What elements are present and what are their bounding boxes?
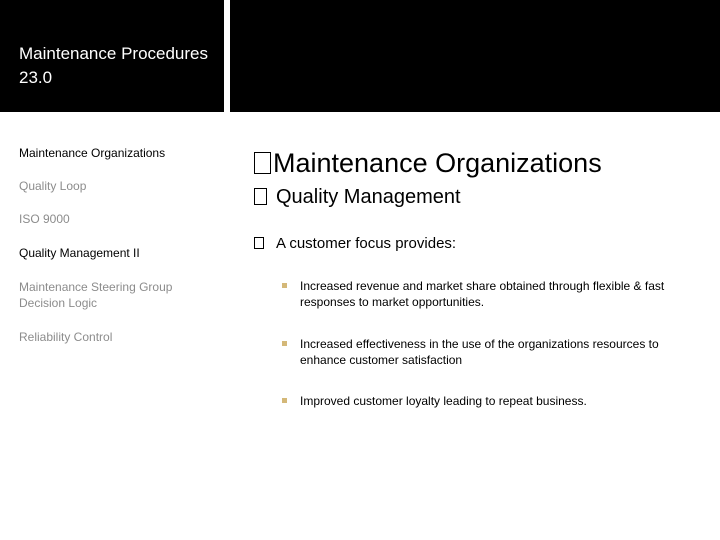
square-bullet-icon	[282, 341, 287, 346]
bullet-text: Increased effectiveness in the use of the organizations resources to enhance customer satisfaction	[300, 337, 659, 367]
square-bullet-icon	[282, 398, 287, 403]
sidebar-item-maintenance-steering-group[interactable]: Maintenance Steering Group Decision Logic	[19, 280, 173, 310]
slide-level2	[254, 234, 456, 254]
bullet-text: Improved customer loyalty leading to repeat business.	[300, 394, 587, 408]
sidebar-item-quality-loop[interactable]: Quality Loop	[19, 179, 87, 193]
sidebar-item-quality-management-ii[interactable]: Quality Management II	[19, 246, 140, 260]
deck-title: Maintenance Procedures 23.0	[19, 44, 209, 87]
slide-level2-text: A customer focus provides:	[276, 235, 457, 252]
box-glyph-icon	[254, 152, 271, 174]
box-glyph-icon	[254, 237, 264, 249]
list-item	[300, 278, 705, 310]
list-item	[300, 393, 705, 409]
sidebar-item-maintenance-organizations[interactable]: Maintenance Organizations	[19, 146, 166, 160]
box-glyph-icon	[254, 188, 267, 205]
sidebar-item-reliability-control[interactable]: Reliability Control	[19, 330, 113, 344]
sidebar-item-iso-9000[interactable]: ISO 9000	[19, 212, 70, 226]
bullet-text: Increased revenue and market share obtained through flexible & fast responses to market opportunities.	[300, 279, 665, 309]
slide-subheading-text: Quality Management	[276, 186, 461, 208]
slide-subheading	[254, 184, 461, 210]
square-bullet-icon	[282, 283, 287, 288]
header-band	[230, 0, 720, 112]
list-item	[300, 336, 705, 368]
slide-heading-text: Maintenance Organizations	[273, 148, 602, 178]
slide-heading	[254, 146, 602, 180]
